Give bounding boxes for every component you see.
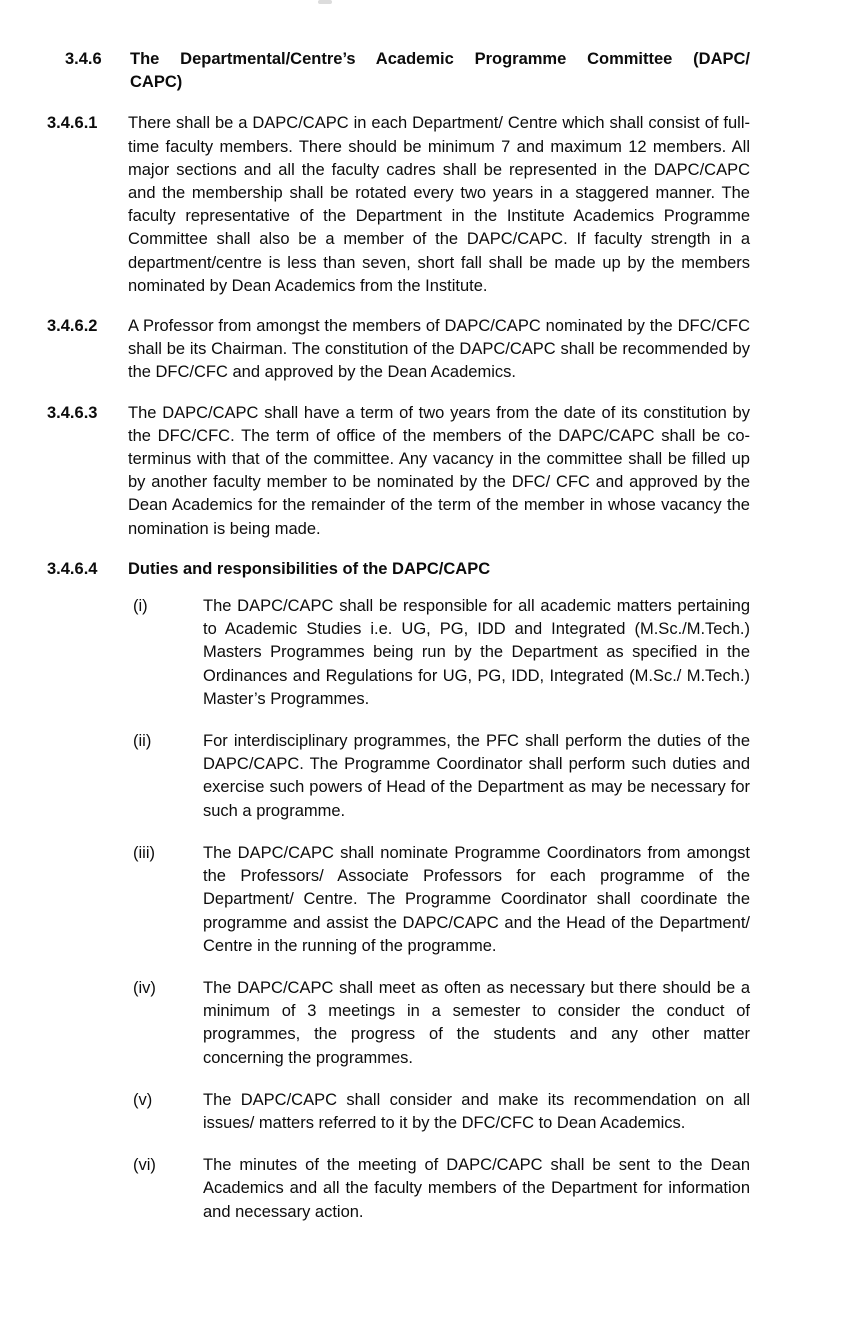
paragraph-text: The DAPC/CAPC shall have a term of two years from the date of its constitution by the DFC/CFC. The term of office of the members of the DAPC/CAPC shall be co-terminus with that of the committee. Any vacancy in the committee shall be filled up by another faculty member to be nominated by the DFC/ CFC and approved by the Dean Academics for the remainder of the term of the member in whose vacancy the nomination is being made.: [128, 403, 750, 538]
duty-item-i: [133, 595, 750, 711]
duty-item-iii: [133, 842, 750, 958]
duty-text: The DAPC/CAPC shall be responsible for all academic matters pertaining to Academic Studies i.e. UG, PG, IDD and Integrated (M.Sc./M.Tech.) Masters Programmes being run by the Department as specified in the Ordinances and Regulations for UG, PG, IDD, Integrated (M.Sc./ M.Tech.) Master’s Programmes.: [203, 597, 750, 708]
paragraph-text: A Professor from amongst the members of DAPC/CAPC nominated by the DFC/CFC shall be its Chairman. The constitution of the DAPC/CAPC shall be recommended by the DFC/CFC and approved by the Dean Academics.: [128, 317, 750, 382]
duty-text: The DAPC/CAPC shall meet as often as necessary but there should be a minimum of 3 meetings in a semester to consider the conduct of programmes, the progress of the students and any other matter concerning the programmes.: [203, 978, 750, 1067]
subsection-heading-number: 3.4.6.4: [47, 559, 98, 578]
duty-label: (iii): [133, 843, 155, 862]
paragraph-text: There shall be a DAPC/CAPC in each Department/ Centre which shall consist of full-time faculty members. There should be minimum 7 and maximum 12 members. All major sections and all the faculty cadres shall be represented in the DAPC/CAPC and the membership shall be rotated every two years in a staggered manner. The faculty representative of the Department in the Institute Academics Programme Committee shall also be a member of the DAPC/CAPC. If faculty strength in a department/centre is less than seven, short fall shall be made up by the members nominated by Dean Academics from the Institute.: [128, 114, 750, 295]
duties-list: [133, 595, 750, 1224]
duty-label: (iv): [133, 978, 156, 997]
duty-label: (ii): [133, 732, 152, 751]
subsection-heading-title: Duties and responsibilities of the DAPC/CAPC: [128, 559, 491, 578]
duty-label: (vi): [133, 1156, 156, 1175]
section-heading-title: [130, 48, 750, 94]
duty-text: The DAPC/CAPC shall nominate Programme Coordinators from amongst the Professors/ Associate Professors for each programme of the Department/ Centre. The Programme Coordinator shall coordinate the programme and assist the DAPC/CAPC and the Head of the Department/ Centre in the running of the programme.: [203, 843, 750, 955]
duty-item-iv: [133, 977, 750, 1070]
section-heading-number: 3.4.6: [65, 50, 102, 68]
document-content: [47, 48, 750, 1243]
duty-item-ii: [133, 730, 750, 823]
subsection-heading-3-4-6-4: [47, 558, 750, 581]
paragraph-number: 3.4.6.3: [47, 403, 98, 422]
duty-item-vi: [133, 1154, 750, 1224]
paragraph-3-4-6-3: [47, 402, 750, 541]
section-heading-title-line-2: CAPC): [130, 73, 183, 92]
duty-label: (i): [133, 597, 148, 616]
duty-label: (v): [133, 1090, 153, 1109]
section-heading-title-line-1: The Departmental/Centre’s Academic Programme Committee (DAPC/: [130, 50, 750, 68]
duty-item-v: [133, 1089, 750, 1135]
paragraph-3-4-6-2: [47, 315, 750, 385]
paragraph-3-4-6-1: [47, 112, 750, 298]
paragraph-number: 3.4.6.2: [47, 317, 98, 336]
scan-artifact: [318, 0, 332, 4]
paragraph-number: 3.4.6.1: [47, 114, 98, 133]
duty-text: For interdisciplinary programmes, the PFC shall perform the duties of the DAPC/CAPC. The Programme Coordinator shall perform such duties and exercise such powers of Head of the Department as may be necessary for such a programme.: [203, 732, 750, 820]
duty-text: The DAPC/CAPC shall consider and make its recommendation on all issues/ matters referred to it by the DFC/CFC to Dean Academics.: [203, 1090, 750, 1132]
section-heading: [65, 48, 750, 94]
duty-text: The minutes of the meeting of DAPC/CAPC shall be sent to the Dean Academics and all the faculty members of the Department for information and necessary action.: [203, 1156, 750, 1221]
